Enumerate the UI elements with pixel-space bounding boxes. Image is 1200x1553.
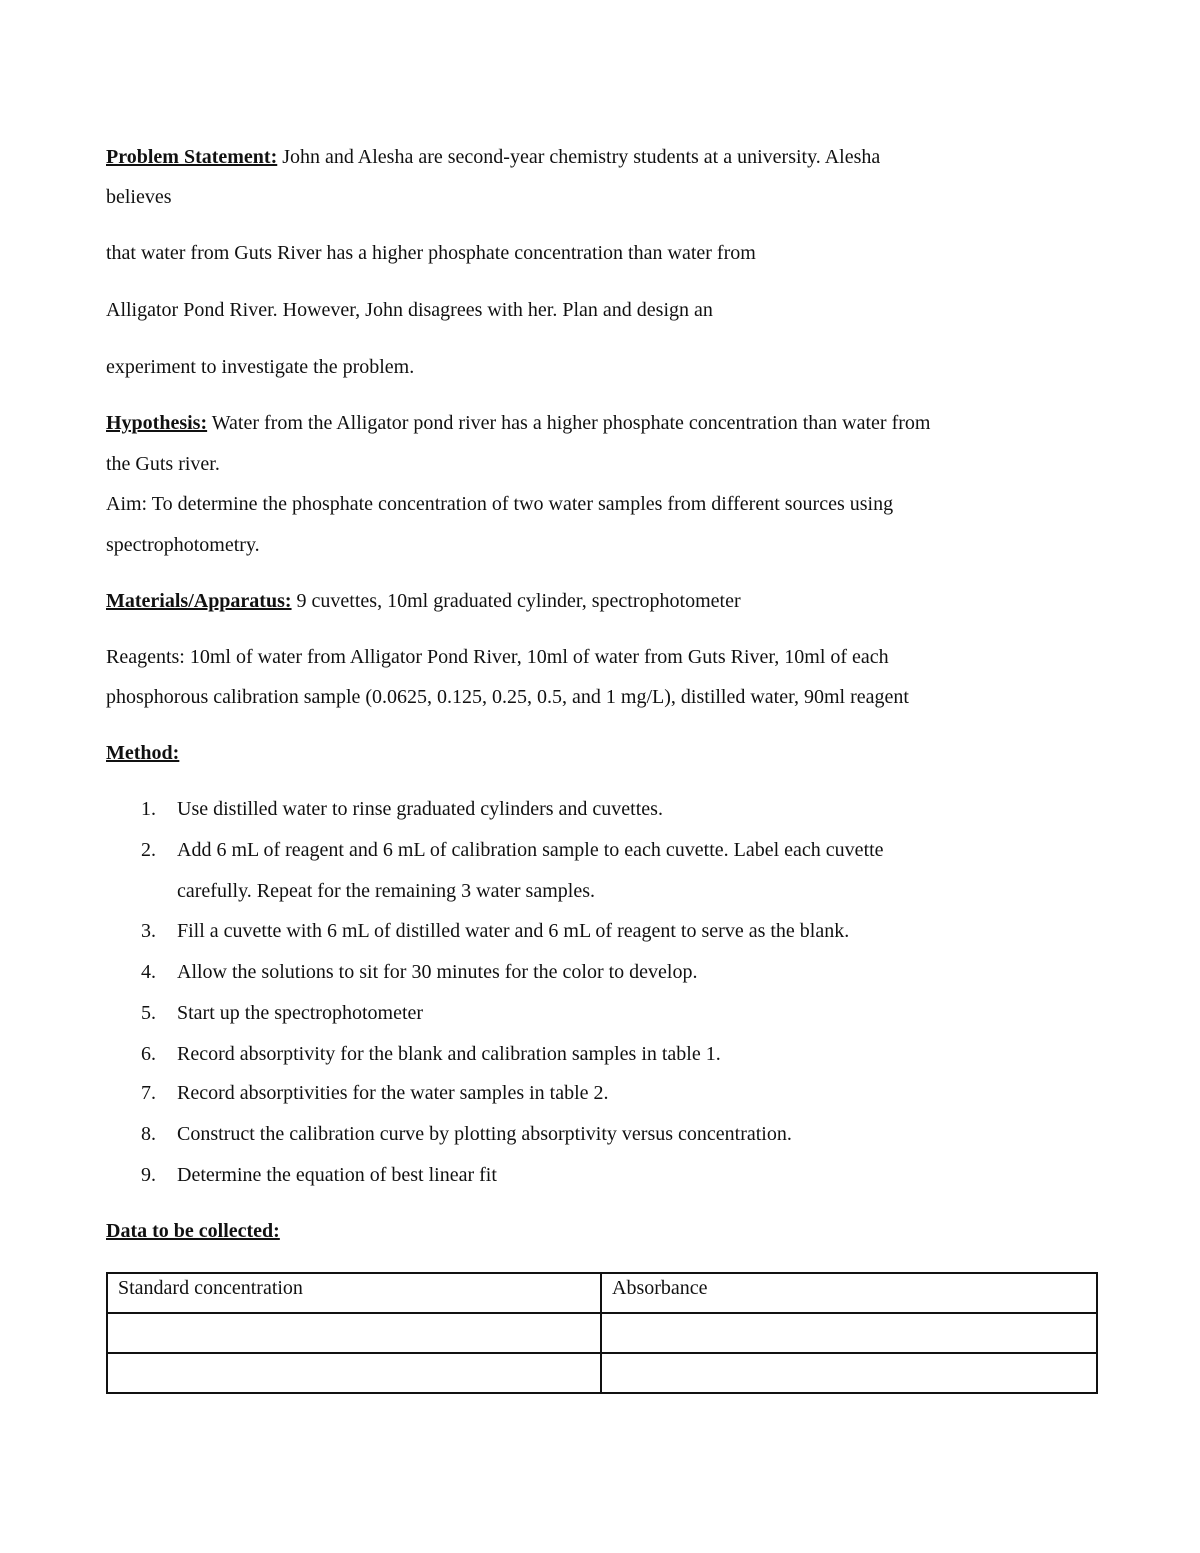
table-cell — [601, 1313, 1097, 1353]
method-step-text-continued: carefully. Repeat for the remaining 3 water samples. — [177, 880, 595, 902]
table-header-row — [107, 1273, 1097, 1313]
method-heading: Method: — [106, 742, 180, 764]
problem-statement-line-3: that water from Guts River has a higher phosphate concentration than water from — [106, 242, 756, 264]
method-step-number: 1. — [141, 798, 156, 820]
method-step-text: Construct the calibration curve by plotting absorptivity versus concentration. — [177, 1123, 792, 1145]
method-step-number: 8. — [141, 1123, 156, 1145]
hypothesis-heading: Hypothesis: — [106, 412, 208, 434]
method-step-number: 9. — [141, 1164, 156, 1186]
method-step-number: 3. — [141, 920, 156, 942]
column-header-standard-concentration: Standard concentration — [107, 1273, 601, 1313]
problem-statement-text: John and Alesha are second-year chemistry students at a university. Alesha — [277, 146, 881, 168]
method-step-text: Use distilled water to rinse graduated cylinders and cuvettes. — [177, 798, 663, 820]
problem-statement-line-2: believes — [106, 186, 172, 208]
method-step-text: Record absorptivity for the blank and calibration samples in table 1. — [177, 1043, 721, 1065]
hypothesis-line-1 — [106, 411, 930, 435]
method-step-text: Allow the solutions to sit for 30 minutes for the color to develop. — [177, 961, 698, 983]
method-step-number: 5. — [141, 1002, 156, 1024]
method-step-text: Determine the equation of best linear fit — [177, 1164, 497, 1186]
method-step-text: Record absorptivities for the water samples in table 2. — [177, 1082, 609, 1104]
materials-text: 9 cuvettes, 10ml graduated cylinder, spectrophotometer — [291, 590, 741, 612]
method-step-number: 6. — [141, 1043, 156, 1065]
method-step-number: 4. — [141, 961, 156, 983]
method-step-number: 7. — [141, 1082, 156, 1104]
method-step-text: Add 6 mL of reagent and 6 mL of calibration sample to each cuvette. Label each cuvette — [177, 839, 884, 861]
problem-statement-line-5: experiment to investigate the problem. — [106, 356, 415, 378]
hypothesis-text: Water from the Alligator pond river has a higher phosphate concentration than water from — [207, 412, 931, 434]
method-step-text: Start up the spectrophotometer — [177, 1002, 424, 1024]
table-cell — [601, 1353, 1097, 1393]
aim-line-2: spectrophotometry. — [106, 534, 260, 556]
problem-statement-line-4: Alligator Pond River. However, John disagrees with her. Plan and design an — [106, 299, 713, 321]
reagents-line-2: phosphorous calibration sample (0.0625, 0.125, 0.25, 0.5, and 1 mg/L), distilled water, 90ml reagent — [106, 686, 909, 708]
method-step-number: 2. — [141, 839, 156, 861]
materials-line — [106, 589, 741, 613]
materials-heading: Materials/Apparatus: — [106, 590, 292, 612]
reagents-line-1: Reagents: 10ml of water from Alligator Pond River, 10ml of water from Guts River, 10ml of each — [106, 646, 889, 668]
problem-statement-heading: Problem Statement: — [106, 146, 278, 168]
hypothesis-line-2: the Guts river. — [106, 453, 220, 475]
table-row — [107, 1353, 1097, 1393]
table-cell — [107, 1313, 601, 1353]
column-header-absorbance: Absorbance — [601, 1273, 1097, 1313]
data-collected-heading: Data to be collected: — [106, 1220, 280, 1242]
data-table — [106, 1272, 1098, 1394]
problem-statement-line-1 — [106, 145, 880, 169]
table-cell — [107, 1353, 601, 1393]
aim-line-1: Aim: To determine the phosphate concentration of two water samples from different sources using — [106, 493, 894, 515]
method-step-text: Fill a cuvette with 6 mL of distilled water and 6 mL of reagent to serve as the blank. — [177, 920, 850, 942]
table-row — [107, 1313, 1097, 1353]
